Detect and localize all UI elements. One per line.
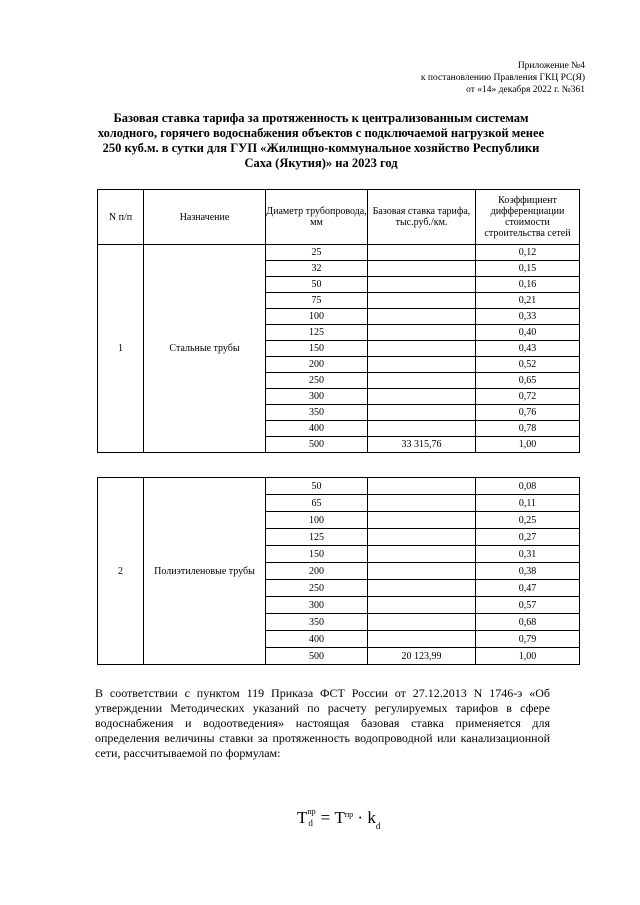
header-coef: Коэффициент дифференциации стоимости строительства сетей [476, 190, 580, 245]
cell-rate [368, 546, 476, 563]
formula-ksub: d [375, 821, 381, 831]
header-diameter: Диаметр трубопровода, мм [266, 190, 368, 245]
formula-sup: пр [307, 807, 316, 816]
cell-diameter: 50 [266, 277, 368, 293]
cell-coef: 0,31 [476, 546, 580, 563]
cell-coef: 0,25 [476, 512, 580, 529]
cell-rate [368, 277, 476, 293]
formula-t2: Т [334, 808, 345, 827]
cell-rate [368, 478, 476, 495]
cell-rate [368, 389, 476, 405]
cell-rate [368, 631, 476, 648]
cell-coef: 0,76 [476, 405, 580, 421]
cell-num: 2 [98, 478, 144, 665]
cell-coef: 0,40 [476, 325, 580, 341]
cell-diameter: 350 [266, 614, 368, 631]
cell-rate [368, 325, 476, 341]
formula [297, 808, 380, 830]
tariff-table-polyethylene [97, 477, 580, 665]
appendix-note [285, 60, 585, 96]
cell-diameter: 50 [266, 478, 368, 495]
formula-eq: = [316, 808, 335, 827]
cell-diameter: 200 [266, 563, 368, 580]
cell-coef: 0,27 [476, 529, 580, 546]
cell-diameter: 75 [266, 293, 368, 309]
cell-diameter: 32 [266, 261, 368, 277]
cell-diameter: 500 [266, 437, 368, 453]
cell-coef: 0,43 [476, 341, 580, 357]
cell-rate [368, 529, 476, 546]
cell-coef: 0,12 [476, 245, 580, 261]
cell-rate [368, 495, 476, 512]
table-row [98, 478, 580, 495]
appendix-line-1: Приложение №4 [517, 61, 585, 71]
cell-rate [368, 293, 476, 309]
cell-coef: 1,00 [476, 437, 580, 453]
cell-coef: 0,47 [476, 580, 580, 597]
cell-diameter: 100 [266, 309, 368, 325]
cell-coef: 0,57 [476, 597, 580, 614]
cell-purpose: Стальные трубы [144, 245, 266, 453]
cell-rate [368, 373, 476, 389]
cell-diameter: 125 [266, 529, 368, 546]
formula-k: k [367, 808, 376, 827]
cell-diameter: 150 [266, 341, 368, 357]
tariff-table-steel [97, 189, 580, 453]
cell-rate [368, 580, 476, 597]
cell-diameter: 500 [266, 648, 368, 665]
cell-diameter: 350 [266, 405, 368, 421]
appendix-line-3: от «14» декабря 2022 г. №361 [466, 85, 585, 95]
explanatory-paragraph: В соответствии с пунктом 119 Приказа ФСТ России от 27.12.2013 N 1746-э «Об утверждении Методических указаний по расчету регулируемых тарифов в сфере водоснабжения и водоотведения» настоящая базовая ставка применяется для определения величины ставки за протяженность водопроводной или канализационной сети, рассчитываемой по формулам: [95, 686, 550, 760]
cell-rate [368, 357, 476, 373]
cell-rate [368, 421, 476, 437]
table-row [98, 245, 580, 261]
cell-num: 1 [98, 245, 144, 453]
cell-coef: 0,78 [476, 421, 580, 437]
cell-coef: 0,11 [476, 495, 580, 512]
cell-diameter: 400 [266, 631, 368, 648]
cell-rate [368, 563, 476, 580]
cell-rate [368, 597, 476, 614]
header-rate: Базовая ставка тарифа, тыс.руб./км. [368, 190, 476, 245]
cell-coef: 0,21 [476, 293, 580, 309]
cell-coef: 0,38 [476, 563, 580, 580]
cell-coef: 0,79 [476, 631, 580, 648]
cell-diameter: 100 [266, 512, 368, 529]
cell-diameter: 250 [266, 373, 368, 389]
cell-purpose: Полиэтиленовые трубы [144, 478, 266, 665]
formula-sup2: пр [344, 810, 354, 819]
cell-coef: 0,68 [476, 614, 580, 631]
cell-diameter: 200 [266, 357, 368, 373]
cell-coef: 1,00 [476, 648, 580, 665]
cell-rate [368, 405, 476, 421]
document-title: Базовая ставка тарифа за протяженность к централизованным системам холодного, горячего водоснабжения объектов с подключаемой нагрузкой менее 250 куб.м. в сутки для ГУП «Жилищно-коммунальное хозяйство Республики Саха (Якутия)» на 2023 год [97, 111, 545, 170]
cell-rate [368, 512, 476, 529]
header-num: N п/п [98, 190, 144, 245]
cell-diameter: 150 [266, 546, 368, 563]
cell-diameter: 300 [266, 389, 368, 405]
cell-rate [368, 309, 476, 325]
cell-rate [368, 245, 476, 261]
cell-diameter: 250 [266, 580, 368, 597]
cell-diameter: 400 [266, 421, 368, 437]
cell-coef: 0,72 [476, 389, 580, 405]
cell-rate [368, 614, 476, 631]
polyethylene-rows [98, 478, 580, 665]
cell-rate [368, 261, 476, 277]
cell-diameter: 65 [266, 495, 368, 512]
cell-rate [368, 341, 476, 357]
cell-coef: 0,52 [476, 357, 580, 373]
appendix-line-2: к постановлению Правления ГКЦ РС(Я) [420, 73, 585, 83]
cell-coef: 0,15 [476, 261, 580, 277]
cell-diameter: 125 [266, 325, 368, 341]
steel-rows [98, 245, 580, 453]
header-purpose: Назначение [144, 190, 266, 245]
formula-dot: · [353, 808, 368, 827]
formula-indices [307, 808, 316, 828]
cell-rate: 33 315,76 [368, 437, 476, 453]
cell-coef: 0,65 [476, 373, 580, 389]
cell-coef: 0,08 [476, 478, 580, 495]
cell-coef: 0,16 [476, 277, 580, 293]
cell-diameter: 300 [266, 597, 368, 614]
formula-t: Т [297, 808, 308, 827]
formula-sub: d [308, 818, 313, 828]
cell-rate: 20 123,99 [368, 648, 476, 665]
cell-coef: 0,33 [476, 309, 580, 325]
cell-diameter: 25 [266, 245, 368, 261]
